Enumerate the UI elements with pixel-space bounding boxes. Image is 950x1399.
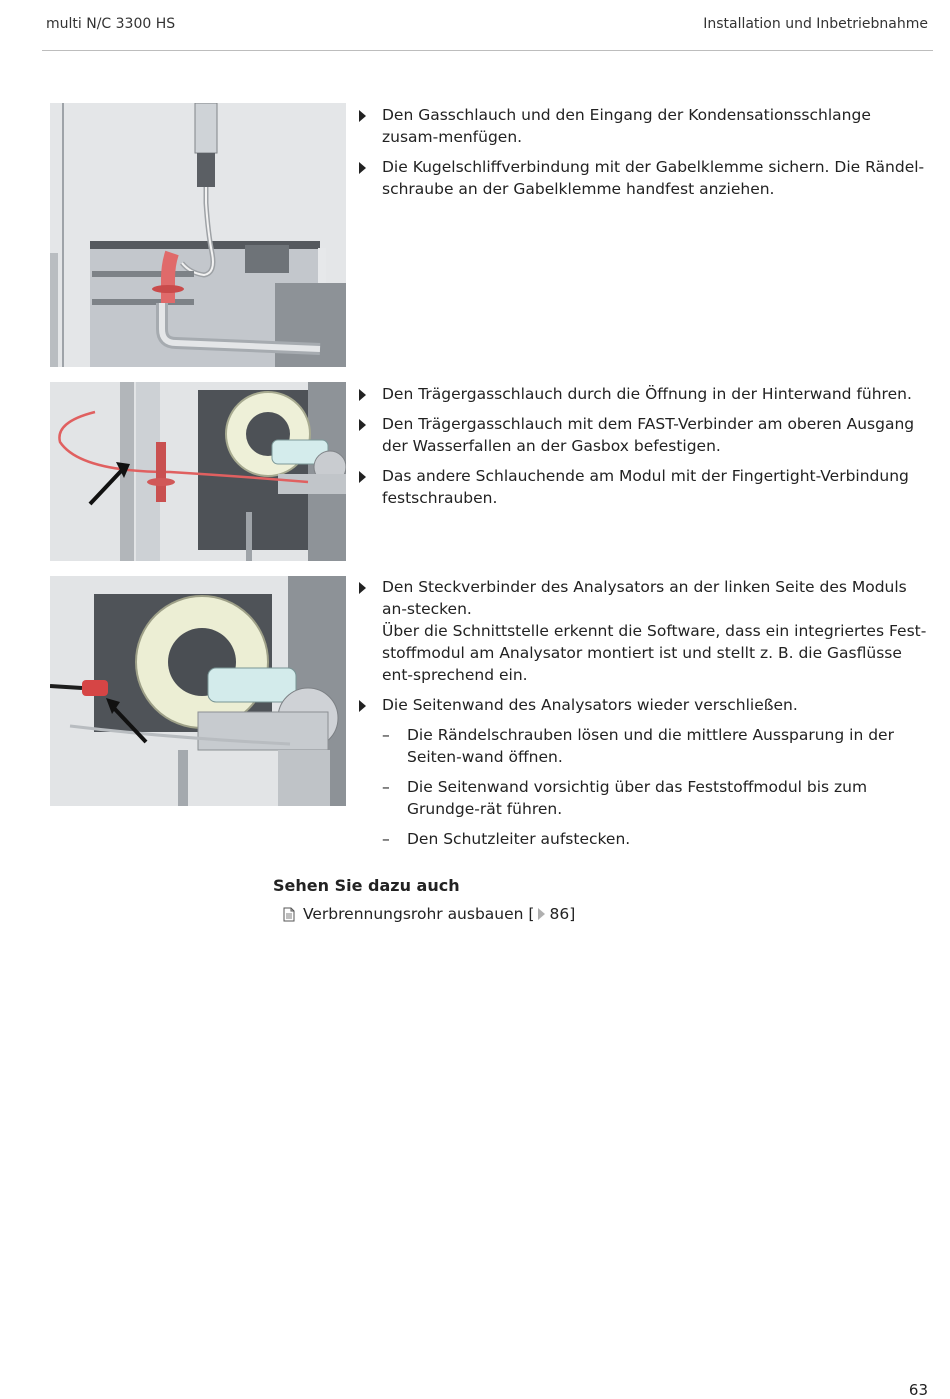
substep-dash: – (382, 726, 390, 744)
step-arrow-icon (359, 582, 366, 594)
step-arrow-icon (359, 110, 366, 122)
substep: – Den Schutzleiter aufstecken. (382, 830, 631, 848)
substep: – Die Seitenwand vorsichtig über das Feststoffmodul bis zum Grundge-rät führen. (382, 778, 868, 818)
substep-dash: – (382, 830, 390, 848)
step-arrow-icon (359, 162, 366, 174)
instruction-list-1 (356, 104, 930, 208)
instruction-step: Das andere Schlauchende am Modul mit der Fingertight-Verbindung festschrauben. (356, 465, 930, 509)
figure-analyser-connector (50, 576, 346, 806)
see-also-page-reference[interactable]: 86] (549, 905, 576, 923)
instruction-step: Den Steckverbinder des Analysators an der linken Seite des Moduls an-stecken. Über die Schnittstelle erkennt die Software, dass ein integriertes Fest-stoffmodul am Analysator montiert ist und stellt z. B. die Gasflüsse ent-sprechend ein. (356, 576, 930, 686)
substep: – Die Rändelschrauben lösen und die mittlere Aussparung in der Seiten-wand öffnen. (382, 726, 894, 766)
page-number: 63 (908, 1381, 928, 1399)
instruction-step: Den Trägergasschlauch mit dem FAST-Verbinder am oberen Ausgang der Wasserfallen an der Gasbox befestigen. (356, 413, 930, 457)
instruction-list-3 (356, 576, 930, 858)
instruction-list-2 (356, 383, 930, 517)
figure-carrier-gas-hose (50, 382, 346, 561)
substep-dash: – (382, 778, 390, 796)
figure-gas-hose-condensation-coil (50, 103, 346, 367)
instruction-step: Die Seitenwand des Analysators wieder verschließen. – Die Rändelschrauben lösen und die mittlere Aussparung in der Seiten-wand öffnen. – Die Seitenwand vorsichtig über das Feststoffmodul bis zum Grundge-rät führen. – Den Schutzleiter aufstecken. (356, 694, 930, 850)
substep-list (382, 724, 930, 850)
step-arrow-icon (359, 419, 366, 431)
step-arrow-icon (359, 700, 366, 712)
step-arrow-icon (359, 471, 366, 483)
header-divider (42, 50, 933, 51)
see-also-link-text[interactable]: Verbrennungsrohr ausbauen [ (303, 905, 535, 923)
running-header-chapter: Installation und Inbetriebnahme (703, 16, 928, 32)
running-header-title: multi N/C 3300 HS (46, 16, 176, 32)
document-icon (283, 907, 295, 922)
instruction-step: Die Kugelschliffverbindung mit der Gabelklemme sichern. Die Rändel-schraube an der Gabelklemme handfest anziehen. (356, 156, 930, 200)
see-also-heading: Sehen Sie dazu auch (273, 876, 460, 895)
instruction-step: Den Gasschlauch und den Eingang der Kondensationsschlange zusam-menfügen. (356, 104, 930, 148)
see-also-link[interactable] (283, 905, 575, 923)
page-reference-arrow-icon (538, 908, 545, 920)
instruction-step: Den Trägergasschlauch durch die Öffnung in der Hinterwand führen. (356, 383, 930, 405)
step-arrow-icon (359, 389, 366, 401)
step-result-note: Über die Schnittstelle erkennt die Software, dass ein integriertes Fest-stoffmodul am Analysator montiert ist und stellt z. B. die Gasflüsse ent-sprechend ein. (382, 622, 927, 684)
